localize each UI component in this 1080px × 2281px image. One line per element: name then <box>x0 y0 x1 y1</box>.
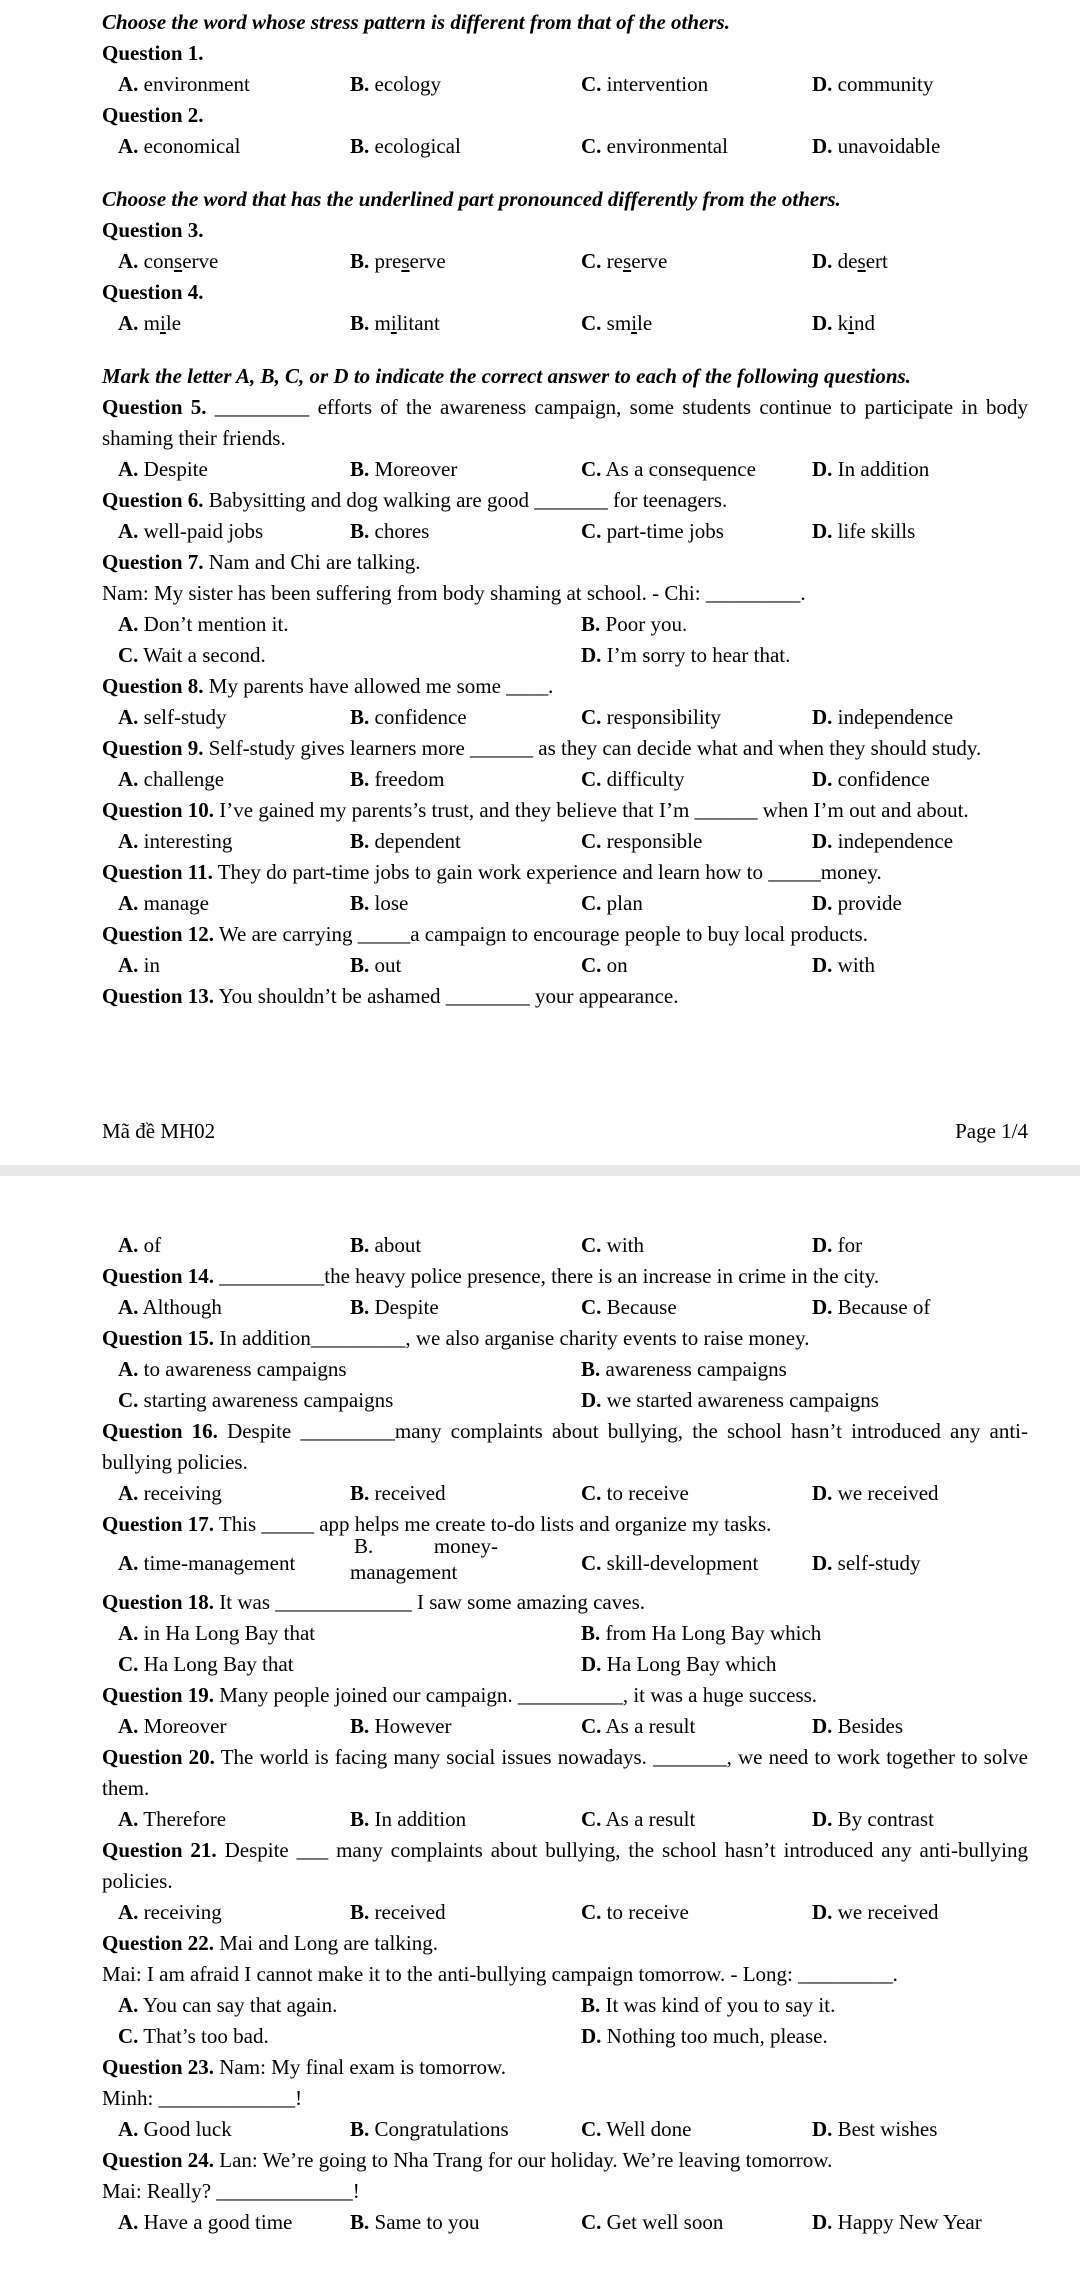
option-b[interactable]: B. freedom <box>350 767 445 791</box>
option-c[interactable]: C. smile <box>581 311 653 335</box>
question-9: Question 9. Self-study gives learners more ______ as they can decide what and when they should study. <box>102 736 982 760</box>
option-b[interactable]: B. It was kind of you to say it. <box>581 1993 836 2017</box>
option-a[interactable]: A. Therefore <box>118 1807 227 1831</box>
option-d[interactable]: D. we received <box>812 1900 939 1924</box>
question-13: Question 13. You shouldn’t be ashamed ________ your appearance. <box>102 984 679 1008</box>
option-c[interactable]: C. Well done <box>581 2117 692 2141</box>
question-23-options <box>102 2114 1028 2145</box>
question-24: Question 24. Lan: We’re going to Nha Trang for our holiday. We’re leaving tomorrow. <box>102 2148 833 2172</box>
option-c[interactable]: C. Because <box>581 1295 677 1319</box>
option-c[interactable]: C. Get well soon <box>581 2210 724 2234</box>
option-d[interactable]: D. Ha Long Bay which <box>581 1652 777 1676</box>
question-7: Question 7. Nam and Chi are talking. <box>102 550 421 574</box>
question-18: Question 18. It was _____________ I saw some amazing caves. <box>102 1590 645 1614</box>
question-8-options <box>102 702 1028 733</box>
question-21-options <box>102 1897 1028 1928</box>
option-b[interactable]: B. out <box>350 953 402 977</box>
option-b[interactable]: B. Moreover <box>350 457 458 481</box>
question-8: Question 8. My parents have allowed me some ____. <box>102 674 554 698</box>
option-d[interactable]: D. desert <box>812 249 888 273</box>
option-a[interactable]: A. time-management <box>118 1551 296 1575</box>
option-b[interactable]: B. preserve <box>350 249 446 273</box>
option-c[interactable]: C. Wait a second. <box>118 643 266 667</box>
option-b[interactable]: B. Congratulations <box>350 2117 509 2141</box>
option-a[interactable]: A. interesting <box>118 829 233 853</box>
option-a[interactable]: A. to awareness campaigns <box>118 1357 347 1381</box>
option-c[interactable]: C. responsibility <box>581 705 722 729</box>
option-a[interactable]: A. Don’t mention it. <box>118 612 289 636</box>
question-15: Question 15. In addition_________, we also arganise charity events to raise money. <box>102 1326 810 1350</box>
option-b[interactable]: B. In addition <box>350 1807 467 1831</box>
question-11-options <box>102 888 1028 919</box>
question-18-options-cd <box>102 1649 1028 1680</box>
option-d[interactable]: D. Because of <box>812 1295 931 1319</box>
option-c[interactable]: C. starting awareness campaigns <box>118 1388 394 1412</box>
option-a[interactable]: A. well-paid jobs <box>118 519 264 543</box>
option-a[interactable]: A. economical <box>118 134 241 158</box>
option-d[interactable]: D. By contrast <box>812 1807 934 1831</box>
question-15-options-cd <box>102 1385 1028 1416</box>
question-21: Question 21. Despite ___ many complaints about bullying, the school hasn’t introduced any anti-bullying policies. <box>102 1838 1029 1893</box>
option-b[interactable]: B. lose <box>350 891 409 915</box>
question-2: Question 2. <box>102 103 204 127</box>
question-6: Question 6. Babysitting and dog walking are good _______ for teenagers. <box>102 488 728 512</box>
option-d[interactable]: D. unavoidable <box>812 134 941 158</box>
option-a[interactable]: A. manage <box>118 891 209 915</box>
question-19-options <box>102 1711 1028 1742</box>
option-c[interactable]: C. difficulty <box>581 767 685 791</box>
page-2-content <box>102 1230 1028 2238</box>
option-a[interactable]: A. receiving <box>118 1481 222 1505</box>
option-b[interactable]: B. money- management <box>350 1534 498 1584</box>
question-16-options <box>102 1478 1028 1509</box>
option-c[interactable]: C. part-time jobs <box>581 519 724 543</box>
option-c[interactable]: C. plan <box>581 891 643 915</box>
exam-code: Mã đề MH02 <box>102 1119 216 1143</box>
option-c[interactable]: C. reserve <box>581 249 668 273</box>
question-15-options-ab <box>102 1354 1028 1385</box>
page-1-content <box>102 7 1028 1012</box>
question-23: Question 23. Nam: My final exam is tomorrow. <box>102 2055 507 2079</box>
question-17: Question 17. This _____ app helps me create to-do lists and organize my tasks. <box>102 1512 772 1536</box>
option-d[interactable]: D. provide <box>812 891 902 915</box>
option-d[interactable]: D. with <box>812 953 876 977</box>
option-a[interactable]: A. Good luck <box>118 2117 232 2141</box>
option-a[interactable]: A. in Ha Long Bay that <box>118 1621 316 1645</box>
question-23-dialogue: Minh: _____________! <box>102 2086 303 2110</box>
question-24-dialogue: Mai: Really? _____________! <box>102 2179 360 2203</box>
option-a[interactable]: A. environment <box>118 72 250 96</box>
question-22-dialogue: Mai: I am afraid I cannot make it to the anti-bullying campaign tomorrow. - Long: _________. <box>102 1962 898 1986</box>
option-c[interactable]: C. Ha Long Bay that <box>118 1652 294 1676</box>
option-a[interactable]: A. mile <box>118 311 182 335</box>
question-24-options <box>102 2207 1028 2238</box>
question-3: Question 3. <box>102 218 204 242</box>
option-c[interactable]: C. As a consequence <box>581 457 756 481</box>
question-5: Question 5. _________ efforts of the awareness campaign, some students continue to participate in body shaming their friends. <box>102 395 1028 450</box>
option-d[interactable]: D. community <box>812 72 934 96</box>
question-6-options <box>102 516 1028 547</box>
question-19: Question 19. Many people joined our campaign. __________, it was a huge success. <box>102 1683 818 1707</box>
option-c[interactable]: C. environmental <box>581 134 728 158</box>
option-d[interactable]: D. for <box>812 1233 863 1257</box>
question-2-options <box>102 131 1028 162</box>
option-b[interactable]: B. awareness campaigns <box>581 1357 787 1381</box>
question-11: Question 11. They do part-time jobs to gain work experience and learn how to _____money. <box>102 860 882 884</box>
question-20-options <box>102 1804 1028 1835</box>
option-d[interactable]: D. independence <box>812 829 954 853</box>
option-b[interactable]: B. received <box>350 1481 446 1505</box>
option-d[interactable]: D. independence <box>812 705 954 729</box>
option-a[interactable]: A. Moreover <box>118 1714 227 1738</box>
option-d[interactable]: D. life skills <box>812 519 916 543</box>
question-16: Question 16. Despite _________many complaints about bullying, the school hasn’t introduced any anti-bullying policies. <box>102 1419 1028 1474</box>
option-d[interactable]: D. self-study <box>812 1551 921 1575</box>
option-c[interactable]: C. That’s too bad. <box>118 2024 269 2048</box>
option-d[interactable]: D. Nothing too much, please. <box>581 2024 828 2048</box>
option-b[interactable]: B. from Ha Long Bay which <box>581 1621 822 1645</box>
instruction-multiple-choice: Mark the letter A, B, C, or D to indicate the correct answer to each of the following questions. <box>102 364 911 388</box>
option-b[interactable]: B. militant <box>350 311 440 335</box>
question-1-options <box>102 69 1028 100</box>
question-12: Question 12. We are carrying _____a campaign to encourage people to buy local products. <box>102 922 868 946</box>
option-b[interactable]: B. Poor you. <box>581 612 688 636</box>
option-b[interactable]: B. ecological <box>350 134 461 158</box>
option-a[interactable]: A. You can say that again. <box>118 1993 338 2017</box>
option-c[interactable]: C. skill-development <box>581 1551 759 1575</box>
option-d[interactable]: D. In addition <box>812 457 930 481</box>
question-13-options <box>102 1230 1028 1261</box>
page-number: Page 1/4 <box>955 1119 1028 1143</box>
page-2 <box>0 1176 1080 2281</box>
option-a[interactable]: A. receiving <box>118 1900 222 1924</box>
question-7-options-ab <box>102 609 1028 640</box>
option-c[interactable]: C. to receive <box>581 1900 689 1924</box>
question-9-options <box>102 764 1028 795</box>
option-a[interactable]: A. Despite <box>118 457 208 481</box>
option-a[interactable]: A. Have a good time <box>118 2210 293 2234</box>
option-d[interactable]: D. confidence <box>812 767 930 791</box>
option-c[interactable]: C. responsible <box>581 829 703 853</box>
instruction-stress: Choose the word whose stress pattern is different from that of the others. <box>102 10 730 34</box>
option-b[interactable]: B. However <box>350 1714 452 1738</box>
question-10: Question 10. I’ve gained my parents’s trust, and they believe that I’m ______ when I’m out and about. <box>102 798 969 822</box>
page-separator <box>0 1165 1080 1176</box>
question-18-options-ab <box>102 1618 1028 1649</box>
option-a[interactable]: A. of <box>118 1233 162 1257</box>
question-7-dialogue: Nam: My sister has been suffering from body shaming at school. - Chi: _________. <box>102 581 806 605</box>
option-c[interactable]: C. to receive <box>581 1481 689 1505</box>
question-20: Question 20. The world is facing many social issues nowadays. _______, we need to work together to solve them. <box>102 1745 1028 1800</box>
question-7-options-cd <box>102 640 1028 671</box>
option-d[interactable]: D. Besides <box>812 1714 903 1738</box>
option-c[interactable]: C. As a result <box>581 1807 696 1831</box>
option-b[interactable]: B. ecology <box>350 72 441 96</box>
question-17-options <box>102 1534 1028 1587</box>
option-b[interactable]: B. about <box>350 1233 422 1257</box>
option-a[interactable]: A. challenge <box>118 767 225 791</box>
question-22: Question 22. Mai and Long are talking. <box>102 1931 438 1955</box>
question-5-options <box>102 454 1028 485</box>
option-a[interactable]: A. self-study <box>118 705 227 729</box>
question-4-options <box>102 308 1028 339</box>
option-d[interactable]: D. we received <box>812 1481 939 1505</box>
option-b[interactable]: B. chores <box>350 519 430 543</box>
question-22-options-cd <box>102 2021 1028 2052</box>
option-b[interactable]: B. dependent <box>350 829 461 853</box>
option-a[interactable]: A. in <box>118 953 161 977</box>
question-4: Question 4. <box>102 280 204 304</box>
question-12-options <box>102 950 1028 981</box>
option-d[interactable]: D. kind <box>812 311 876 335</box>
option-c[interactable]: C. with <box>581 1233 645 1257</box>
option-d[interactable]: D. I’m sorry to hear that. <box>581 643 791 667</box>
question-3-options <box>102 246 1028 277</box>
option-c[interactable]: C. As a result <box>581 1714 696 1738</box>
question-10-options <box>102 826 1028 857</box>
question-1: Question 1. <box>102 41 204 65</box>
option-b[interactable]: B. Same to you <box>350 2210 480 2234</box>
question-14: Question 14. __________the heavy police presence, there is an increase in crime in the city. <box>102 1264 880 1288</box>
question-14-options <box>102 1292 1028 1323</box>
option-b[interactable]: B. confidence <box>350 705 467 729</box>
instruction-pronunciation: Choose the word that has the underlined part pronounced differently from the others. <box>102 187 841 211</box>
option-b[interactable]: B. received <box>350 1900 446 1924</box>
question-22-options-ab <box>102 1990 1028 2021</box>
option-d[interactable]: D. we started awareness campaigns <box>581 1388 879 1412</box>
option-c[interactable]: C. on <box>581 953 628 977</box>
option-d[interactable]: D. Best wishes <box>812 2117 938 2141</box>
option-a[interactable]: A. Although <box>118 1295 222 1319</box>
option-a[interactable]: A. conserve <box>118 249 219 273</box>
option-d[interactable]: D. Happy New Year <box>812 2210 982 2234</box>
option-c[interactable]: C. intervention <box>581 72 709 96</box>
option-b[interactable]: B. Despite <box>350 1295 439 1319</box>
